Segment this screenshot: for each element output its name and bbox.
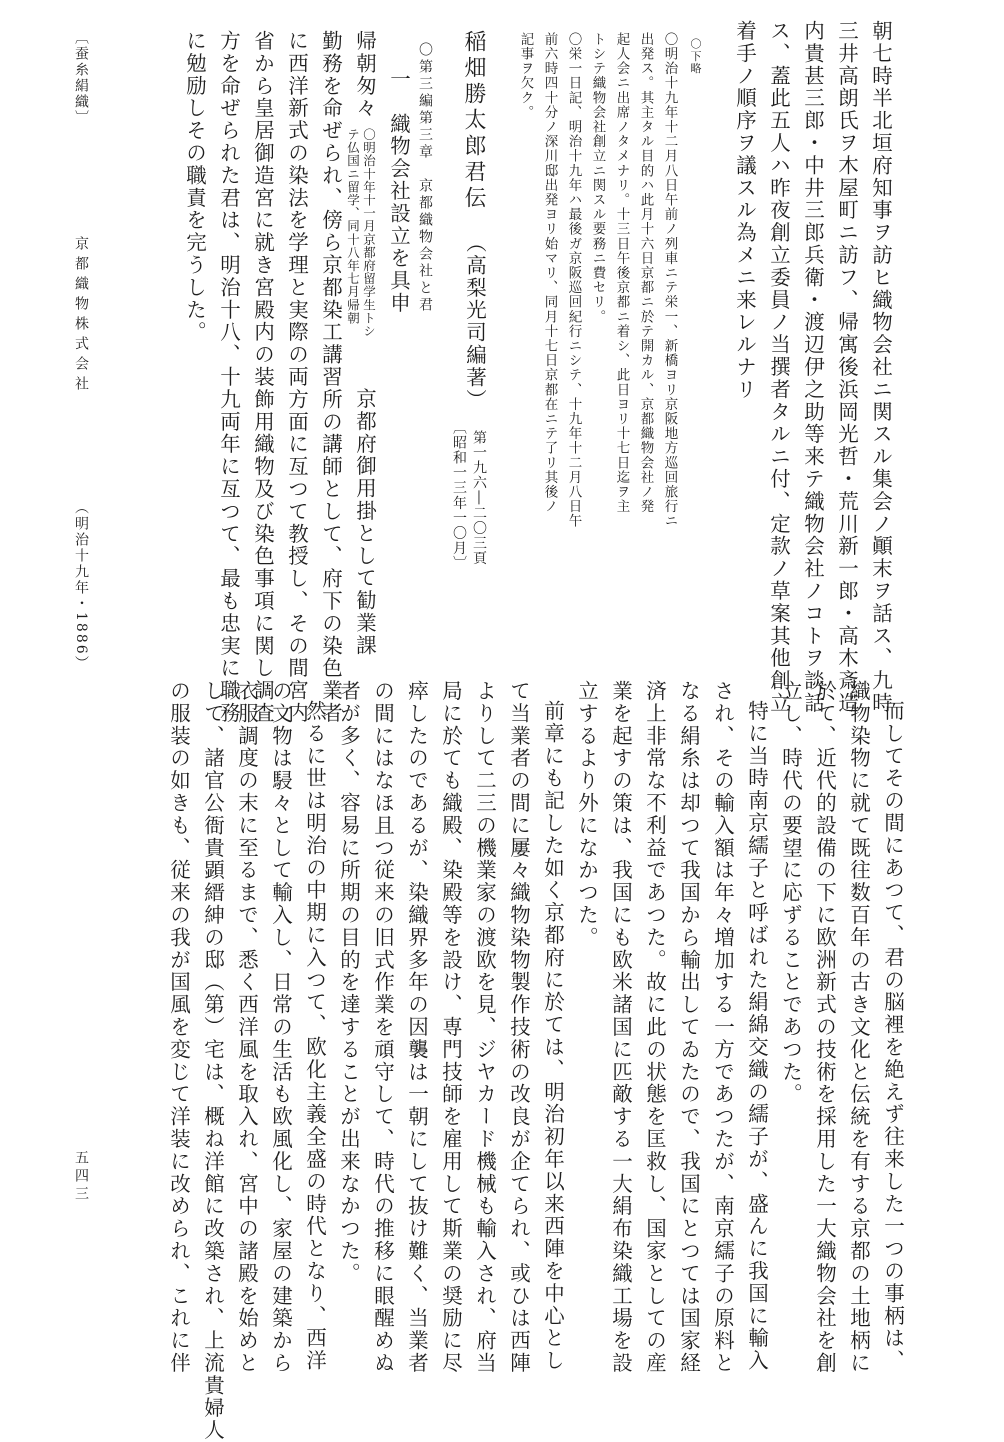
diary-line: 内貴甚三郎・中井三郎兵衛・渡辺伊之助等来テ織物会社ノコトヲ談話	[800, 20, 825, 715]
note-line: 〇明治十九年十二月八日午前ノ列車ニテ栄一、新橋ヨリ京阪地方巡回旅行ニ	[661, 32, 678, 529]
section-heading: 一 織物会社設立を具申	[386, 68, 411, 315]
body-line: 省から皇居御造宮に就き宮殿内の装飾用織物及び染色事項に関し調査	[250, 30, 275, 725]
body-line: 者が多く、容易に所期の目的を達することが出来なかつた。	[336, 680, 361, 1285]
body-line: 而してその間にあつて、君の脳裡を絶えず往来した一つの事柄は、	[880, 700, 905, 1372]
body-line: 京都府御用掛として勧業課	[352, 388, 377, 657]
body-line: して、諸官公衙貴顕縉紳の邸（第）宅は、概ね洋館に改築され、上流貴婦人	[200, 680, 225, 1442]
note-line: 起人会ニ出席ノタメナリ。十三日午後京都ニ着シ、此日ヨリ十七日迄ヲ主	[613, 32, 630, 514]
book-editor: （高梨光司編著）	[462, 232, 487, 412]
body-line: され、その輸入額は年々増加する一方であつたが、南京繻子の原料と	[710, 680, 735, 1375]
body-line: 前章にも記した如く京都府に於ては、明治初年以来西陣を中心とし	[540, 700, 565, 1372]
body-line: の文物は駸々として輸入し、日常の生活も欧風化し、家屋の建築から	[268, 680, 293, 1375]
body-line: 瘁したのであるが、染織界多年の因襲は一朝にして抜け難く、当業者	[404, 680, 429, 1375]
diary-line: 着手ノ順序ヲ議スル為メニ来レルナリ	[732, 20, 757, 401]
inline-note: 〇明治十年十一月京都府留学生トシ	[361, 128, 377, 338]
body-line: の間にはなほ且つ従来の旧式作業を頑守して、時代の推移に眼醒めぬ	[370, 680, 395, 1375]
diary-line: ス、蓋此五人ハ昨夜創立委員ノ当撰者タルニ付、定款ノ草案其他創立	[766, 20, 791, 715]
body-line: 然るに世は明治の中期に入つて、欧化主義全盛の時代となり、西洋	[302, 700, 327, 1372]
body-line: て当業者の間に屢々織物染物製作技術の改良が企てられ、或ひは西陣	[506, 680, 531, 1375]
body-line: 織物染物に就て既往数百年の古き文化と伝統を有する京都の土地柄に	[846, 680, 871, 1375]
body-line: に勉励しその職責を完うした。	[182, 30, 207, 344]
body-line: なる絹糸は却つて我国から輸出してゐたので、我国にとつては国家経	[676, 680, 701, 1375]
body-line: よりして二三の機業家の渡欧を見、ジヤカード機械も輸入され、府当	[472, 680, 497, 1375]
note-line: 前六時四十分ノ深川邸出発ヨリ始マリ、同月十七日京都在ニテ了リ其後ノ	[541, 32, 558, 514]
inline-note: テ仏国ニ留学、同十八年七月帰朝	[345, 128, 361, 325]
chapter-heading: 〇第三編第三章 京都織物会社と君	[417, 42, 433, 314]
note-line: 〇栄一日記、明治十九年ハ最後ガ京阪巡回紀行ニシテ、十九年十二月八日午	[565, 32, 582, 529]
body-line: 業を起すの策は、我国にも欧米諸国に匹敵する一大絹布染織工場を設	[608, 680, 633, 1375]
book-title: 稲畑勝太郎君伝	[461, 30, 486, 212]
body-line: 立するより外になかつた。	[574, 680, 599, 949]
body-line: 立し、時代の要望に応ずることであつた。	[778, 680, 803, 1106]
body-line: 済上非常な不利益であつた。故に此の状態を匡救し、国家としての産	[642, 680, 667, 1375]
note-line: 出発ス。其主タル目的ハ此月十六日京都ニ於テ開カル、京都織物会社ノ発	[637, 32, 654, 514]
note-line: トシテ織物会社創立ニ関スル要務ニ費セリ。	[589, 32, 606, 324]
omission-mark: 〇下略	[689, 38, 702, 75]
body-line: 勤務を命ぜられ、傍ら京都染工講習所の講師として、府下の染色業者	[318, 30, 343, 725]
page-number: 五四三	[73, 1150, 89, 1204]
body-line: 局に於ても織殿、染殿等を設け、専門技師を雇用して斯業の奨励に尽	[438, 680, 463, 1375]
body-line: 特に当時南京繻子と呼ばれた絹綿交織の繻子が、盛んに我国に輸入	[744, 700, 769, 1372]
body-line: 帰朝匆々	[352, 30, 377, 120]
footer-company: 京都織物株式会社	[73, 236, 89, 396]
footer-category: 〔蚕糸絹織〕	[73, 30, 89, 126]
book-pages: 第一九六―二〇三頁	[471, 430, 487, 566]
body-line: 於て、近代的設備の下に欧洲新式の技術を採用した一大織物会社を創	[812, 680, 837, 1375]
book-date: 〔昭和一三年一〇月〕	[451, 420, 467, 571]
body-line: の服装の如きも、従来の我が国風を変じて洋装に改められ、これに伴	[166, 680, 191, 1375]
diary-line: 朝七時半北垣府知事ヲ訪ヒ織物会社ニ関スル集会ノ顚末ヲ話ス、九時	[868, 20, 893, 715]
body-line: 衣服調度の末に至るまで、悉く西洋風を取入れ、宮中の諸殿を始めと	[234, 680, 259, 1375]
footer-era: （明治十九年・1886）	[73, 500, 89, 672]
body-line: 方を命ぜられた君は、明治十八、十九両年に亙つて、最も忠実に職務	[216, 30, 241, 725]
diary-line: 三井高朗氏ヲ木屋町ニ訪フ、帰寓後浜岡光哲・荒川新一郎・高木斎造	[834, 20, 859, 715]
body-line: に西洋新式の染法を学理と実際の両方面に亙つて教授し、その間宮内	[284, 30, 309, 725]
note-line: 記事ヲ欠ク。	[517, 32, 534, 120]
